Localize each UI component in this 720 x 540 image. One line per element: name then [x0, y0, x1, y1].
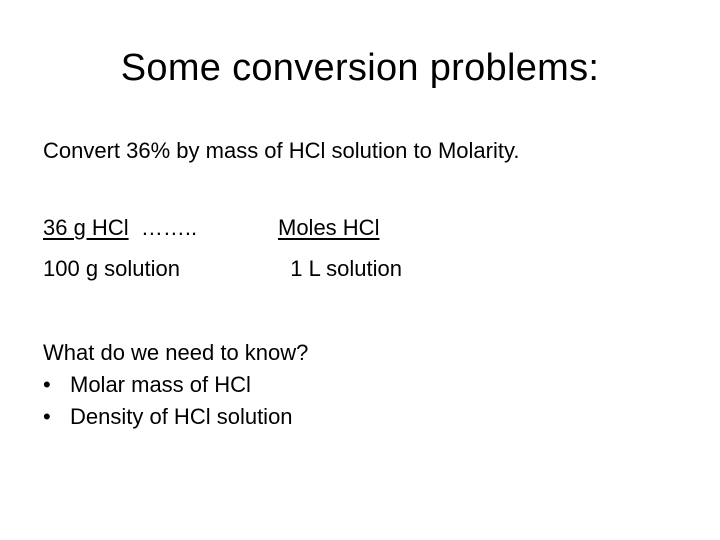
list-item	[43, 370, 293, 400]
bullet-list	[43, 370, 293, 434]
bullet-icon: •	[43, 404, 51, 429]
right-fraction-denominator-row	[278, 254, 402, 284]
left-fraction-numerator: 36 g HCl	[43, 215, 129, 240]
right-fraction-numerator-row	[278, 213, 379, 243]
slide-title: Some conversion problems:	[120, 47, 600, 89]
bullet-text: Density of HCl solution	[70, 404, 293, 429]
left-fraction-numerator-row	[43, 213, 197, 243]
right-fraction-numerator: Moles HCl	[278, 215, 380, 240]
bullet-text: Molar mass of HCl	[70, 372, 251, 397]
left-fraction-denominator: 100 g solution	[43, 256, 180, 281]
conversion-dots: ……..	[140, 215, 198, 240]
question-text: What do we need to know?	[43, 340, 309, 365]
bullet-icon: •	[43, 372, 51, 397]
right-fraction-denominator: 1 L solution	[290, 256, 402, 281]
intro-text: Convert 36% by mass of HCl solution to Molarity.	[43, 138, 520, 163]
list-item	[43, 402, 293, 432]
